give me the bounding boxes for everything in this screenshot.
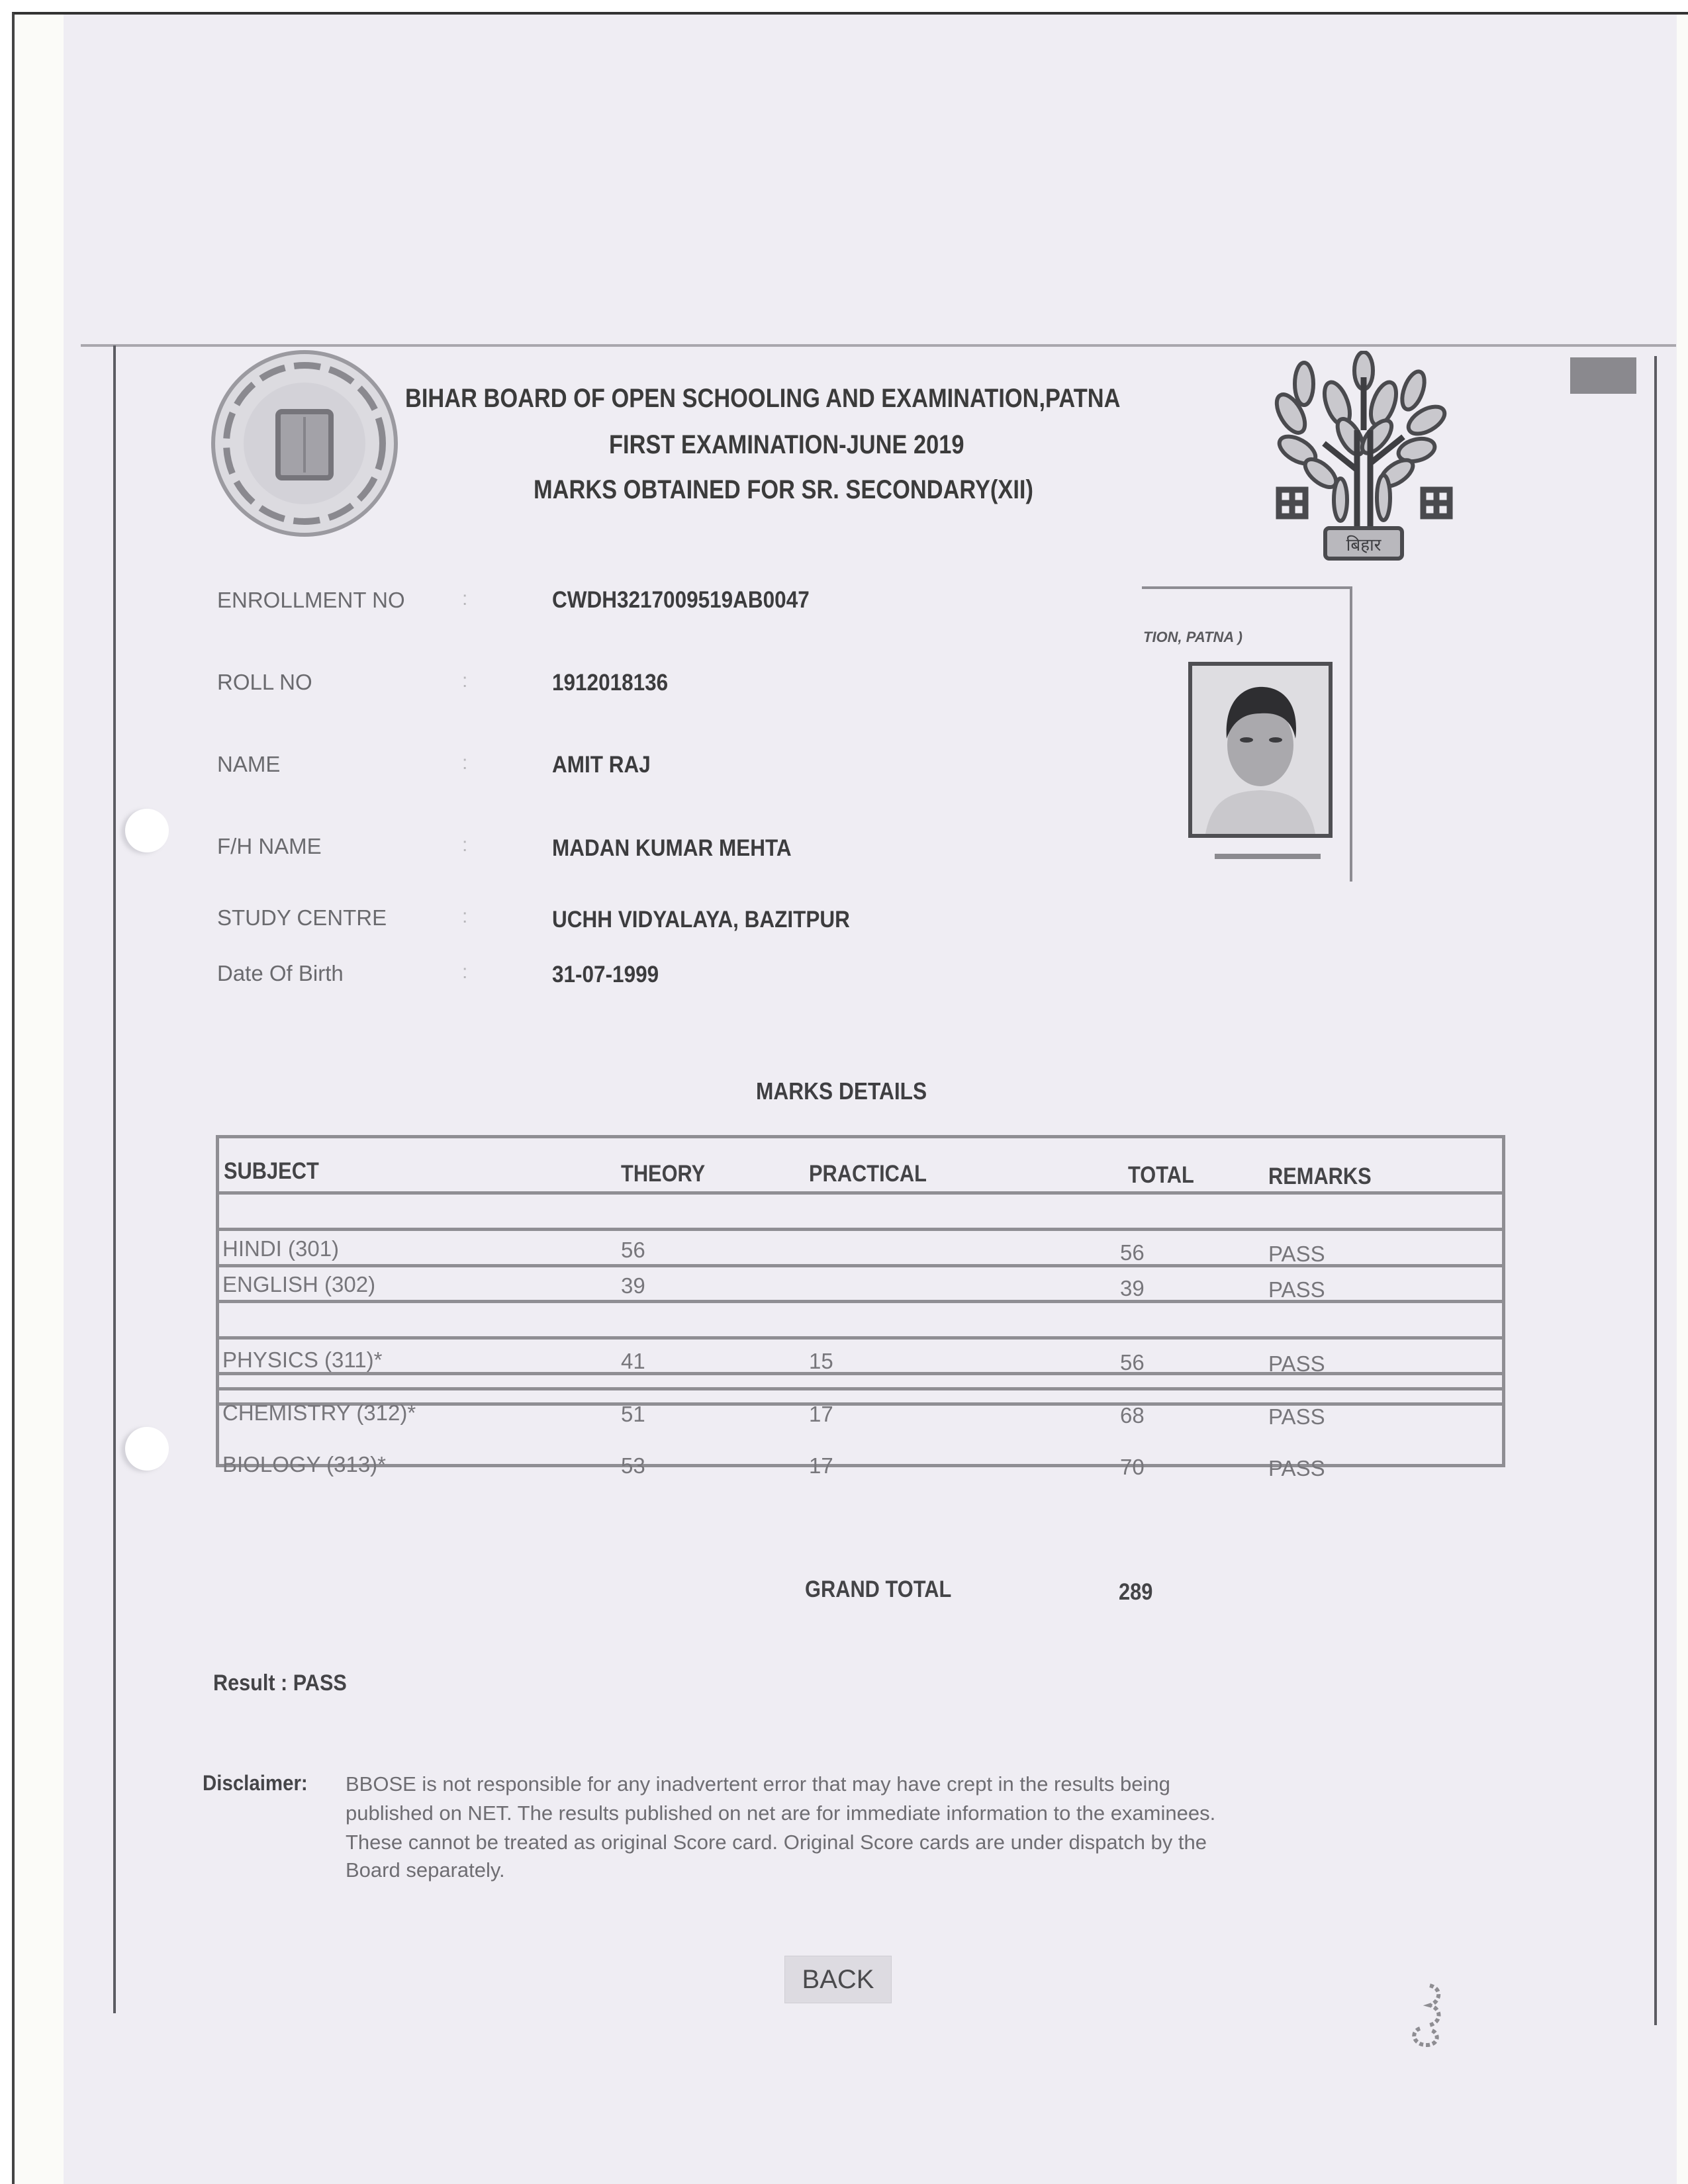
disclaimer-line: published on NET. The results published on net are for immediate information to the examinees. [346,1801,1216,1825]
roll-value: 1912018136 [552,670,669,696]
photo-caption: TION, PATNA ) [1143,629,1243,645]
cell-practical: 17 [809,1453,833,1478]
photo-frame [1188,662,1333,838]
photo-card [1142,586,1352,882]
board-title: BIHAR BOARD OF OPEN SCHOOLING AND EXAMINATION,PATNA [405,384,1121,413]
dob-value: 31-07-1999 [552,962,659,987]
name-sep: : [462,752,468,774]
cell-total: 68 [1120,1403,1145,1428]
enrollment-sep: : [462,588,468,610]
grand-total-value: 289 [1119,1579,1153,1605]
table-rule [216,1336,1505,1340]
cell-practical: 17 [809,1402,833,1426]
table-rule [216,1228,1505,1231]
cell-theory: 39 [621,1273,645,1298]
dob-label: Date Of Birth [217,961,344,985]
cell-subject: BIOLOGY (313)* [222,1452,387,1477]
roll-label: ROLL NO [217,670,312,694]
cell-remarks: PASS [1268,1277,1325,1302]
name-value: AMIT RAJ [552,752,651,778]
right-border [1654,356,1657,2025]
cell-theory: 41 [621,1349,645,1373]
cell-theory: 51 [621,1402,645,1426]
disclaimer-line: These cannot be treated as original Score card. Original Score cards are under dispatch by the [346,1831,1207,1854]
marks-subtitle: MARKS OBTAINED FOR SR. SECONDARY(XII) [534,475,1033,504]
cell-practical: 15 [809,1349,833,1373]
cell-subject: HINDI (301) [222,1236,340,1261]
cell-theory: 53 [621,1453,645,1478]
student-photo-icon [1192,666,1329,834]
punch-hole [125,1427,169,1471]
punch-hole [125,809,169,852]
fh-name-sep: : [462,834,468,856]
cell-subject: ENGLISH (302) [222,1272,376,1297]
exam-title: FIRST EXAMINATION-JUNE 2019 [609,430,964,459]
col-total: TOTAL [1128,1162,1194,1188]
col-theory: THEORY [621,1161,706,1187]
fh-name-value: MADAN KUMAR MEHTA [552,835,792,861]
cell-remarks: PASS [1268,1351,1325,1376]
grand-total-label: GRAND TOTAL [805,1576,952,1602]
col-practical: PRACTICAL [809,1161,927,1187]
cell-remarks: PASS [1268,1404,1325,1429]
handwritten-mark-icon [1403,1982,1456,2055]
enrollment-label: ENROLLMENT NO [217,588,405,612]
back-button-label: BACK [802,1964,874,1994]
photo-stamp-line [1215,854,1321,859]
cell-subject: CHEMISTRY (312)* [222,1400,416,1425]
enrollment-value: CWDH3217009519AB0047 [552,587,810,613]
disclaimer-label: Disclaimer: [203,1771,308,1795]
emblem-caption: बिहार [1346,535,1382,555]
cell-theory: 56 [621,1238,645,1262]
cell-total: 56 [1120,1350,1145,1375]
table-rule [216,1387,1505,1390]
disclaimer-line: BBOSE is not responsible for any inadvertent error that may have crept in the results being [346,1772,1170,1796]
study-centre-label: STUDY CENTRE [217,905,387,930]
col-remarks: REMARKS [1268,1163,1372,1189]
name-label: NAME [217,752,281,776]
corner-mark [1570,357,1636,394]
result-status: Result : PASS [213,1670,347,1696]
fh-name-label: F/H NAME [217,834,322,858]
cell-subject: PHYSICS (311)* [222,1347,383,1372]
disclaimer-line: Board separately. [346,1858,505,1882]
left-border [113,345,116,2013]
study-centre-value: UCHH VIDYALAYA, BAZITPUR [552,907,850,933]
cell-total: 39 [1120,1276,1145,1300]
cell-total: 70 [1120,1455,1145,1479]
marks-title: MARKS DETAILS [756,1077,927,1105]
study-centre-sep: : [462,905,468,927]
cell-total: 56 [1120,1240,1145,1265]
roll-sep: : [462,670,468,692]
board-seal-icon [207,345,402,541]
bihar-emblem-icon [1264,351,1463,563]
back-button[interactable] [784,1956,892,2003]
table-rule [216,1191,1505,1195]
cell-remarks: PASS [1268,1456,1325,1480]
cell-remarks: PASS [1268,1242,1325,1266]
dob-sep: : [462,961,468,983]
col-subject: SUBJECT [224,1158,319,1184]
